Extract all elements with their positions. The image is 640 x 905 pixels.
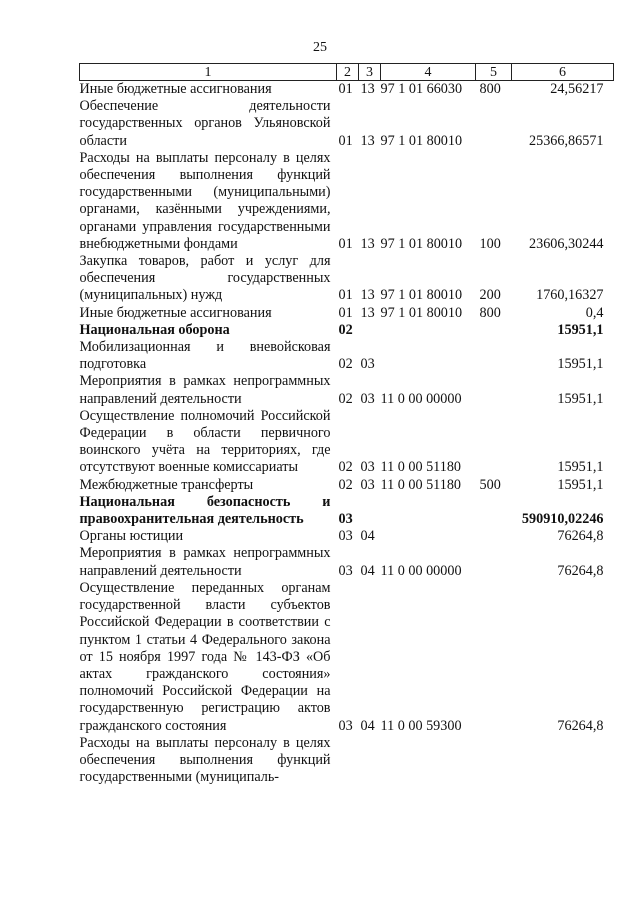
row-expense-type-code bbox=[476, 528, 512, 545]
table-row bbox=[80, 150, 614, 253]
row-target-article-code bbox=[381, 735, 476, 787]
row-section-code: 01 bbox=[338, 132, 353, 149]
table-row bbox=[80, 322, 614, 339]
row-amount: 1760,16327 bbox=[536, 287, 604, 304]
row-subsection-code: 03 bbox=[360, 390, 375, 407]
row-name: Мобилизационная и вневойсковая подготовка bbox=[79, 339, 331, 373]
table-row bbox=[80, 81, 614, 99]
header-col-5: 5 bbox=[476, 64, 512, 81]
row-subsection-code: 13 bbox=[360, 235, 375, 252]
row-name: Органы юстиции bbox=[79, 528, 184, 545]
row-section-code: 02 bbox=[338, 356, 353, 373]
row-subsection-code: 13 bbox=[360, 287, 375, 304]
row-expense-type-code: 800 bbox=[479, 304, 501, 321]
row-section-code: 01 bbox=[338, 235, 353, 252]
row-amount: 590910,02246 bbox=[521, 511, 604, 528]
row-expense-type-code bbox=[476, 580, 512, 735]
row-amount: 15951,1 bbox=[557, 321, 604, 338]
row-target-article-code: 11 0 00 00000 bbox=[380, 390, 462, 407]
table-row bbox=[80, 339, 614, 373]
row-target-article-code: 97 1 01 80010 bbox=[380, 235, 463, 252]
page-number: 25 bbox=[313, 40, 327, 55]
row-section-code: 01 bbox=[338, 287, 353, 304]
header-col-2: 2 bbox=[337, 64, 359, 81]
row-amount: 24,56217 bbox=[550, 81, 604, 97]
row-name: Обеспечение деятельности государственных органов Ульяновской области bbox=[79, 98, 331, 149]
row-target-article-code bbox=[381, 494, 476, 528]
row-target-article-code: 97 1 01 80010 bbox=[380, 304, 463, 321]
row-name: Мероприятия в рамках непрограммных направлений деятельности bbox=[79, 545, 331, 579]
row-name: Расходы на выплаты персоналу в целях обеспечения выполнения функций государственными (муниципальными) органами, казёнными учреждениями, органами управления государственными внебюджетными фондами bbox=[79, 149, 331, 252]
row-amount: 76264,8 bbox=[557, 717, 604, 734]
row-target-article-code: 11 0 00 51180 bbox=[380, 476, 462, 493]
row-section-code: 02 bbox=[338, 321, 353, 338]
row-amount: 15951,1 bbox=[557, 476, 604, 493]
row-amount: 15951,1 bbox=[557, 390, 604, 407]
table-row bbox=[80, 545, 614, 579]
row-name: Мероприятия в рамках непрограммных направлений деятельности bbox=[79, 373, 331, 407]
header-col-6: 6 bbox=[512, 64, 614, 81]
row-subsection-code bbox=[359, 322, 381, 339]
row-expense-type-code bbox=[476, 494, 512, 528]
row-expense-type-code: 100 bbox=[479, 235, 501, 252]
row-subsection-code bbox=[359, 735, 381, 787]
row-target-article-code: 97 1 01 66030 bbox=[380, 81, 463, 97]
row-section-code: 01 bbox=[338, 81, 353, 97]
row-section-code: 02 bbox=[338, 476, 353, 493]
row-subsection-code: 03 bbox=[360, 356, 375, 373]
table-row bbox=[80, 253, 614, 305]
row-expense-type-code: 200 bbox=[479, 287, 501, 304]
row-subsection-code: 03 bbox=[360, 459, 375, 476]
row-subsection-code: 04 bbox=[360, 528, 375, 545]
row-name: Иные бюджетные ассигнования bbox=[79, 304, 272, 321]
row-section-code: 03 bbox=[338, 528, 353, 545]
row-section-code: 01 bbox=[338, 304, 353, 321]
row-amount: 15951,1 bbox=[557, 356, 604, 373]
row-expense-type-code bbox=[476, 545, 512, 579]
row-amount: 25366,86571 bbox=[529, 132, 604, 149]
table-row bbox=[80, 373, 614, 407]
row-expense-type-code bbox=[476, 98, 512, 150]
row-target-article-code: 97 1 01 80010 bbox=[380, 132, 463, 149]
row-amount: 15951,1 bbox=[557, 459, 604, 476]
row-name: Осуществление переданных органам государственной власти субъектов Российской Федерации в соответствии с пунктом 1 статьи 4 Федерального закона от 15 ноября 1997 года № 143-ФЗ «Об актах гражданского состояния» полномочий Российской Федерации на государственную регистрацию актов гражданского состояния bbox=[79, 579, 331, 734]
table-row bbox=[80, 408, 614, 477]
table-row bbox=[80, 494, 614, 528]
row-name: Межбюджетные трансферты bbox=[79, 476, 254, 493]
table-row bbox=[80, 735, 614, 787]
row-name: Расходы на выплаты персоналу в целях обеспечения выполнения функций государственными (муниципаль- bbox=[79, 734, 331, 786]
row-target-article-code: 11 0 00 00000 bbox=[380, 562, 462, 579]
header-col-3: 3 bbox=[359, 64, 381, 81]
row-subsection-code: 03 bbox=[360, 476, 375, 493]
row-expense-type-code bbox=[476, 735, 512, 787]
table-row bbox=[80, 580, 614, 735]
row-section-code: 02 bbox=[338, 459, 353, 476]
header-col-1: 1 bbox=[80, 64, 337, 81]
row-expense-type-code bbox=[476, 373, 512, 407]
table-body bbox=[80, 81, 614, 787]
row-name: Национальная оборона bbox=[79, 321, 230, 338]
row-target-article-code: 11 0 00 59300 bbox=[380, 717, 462, 734]
row-expense-type-code bbox=[476, 339, 512, 373]
row-section-code: 03 bbox=[338, 717, 353, 734]
row-target-article-code: 11 0 00 51180 bbox=[380, 459, 462, 476]
row-amount: 23606,30244 bbox=[529, 235, 604, 252]
row-amount: 76264,8 bbox=[557, 562, 604, 579]
row-amount: 76264,8 bbox=[557, 528, 604, 545]
row-subsection-code: 04 bbox=[360, 562, 375, 579]
row-target-article-code bbox=[381, 528, 476, 545]
table-row bbox=[80, 98, 614, 150]
row-expense-type-code: 500 bbox=[479, 476, 501, 493]
row-section-code: 03 bbox=[338, 562, 353, 579]
row-subsection-code: 13 bbox=[360, 304, 375, 321]
table-row bbox=[80, 477, 614, 494]
row-subsection-code: 13 bbox=[360, 132, 375, 149]
row-amount bbox=[512, 735, 614, 787]
row-name: Закупка товаров, работ и услуг для обеспечения государственных (муниципальных) нужд bbox=[79, 253, 331, 304]
row-target-article-code: 97 1 01 80010 bbox=[380, 287, 463, 304]
row-section-code: 03 bbox=[338, 511, 353, 528]
row-name: Осуществление полномочий Российской Федерации в области первичного воинского учёта на территориях, где отсутствуют военные комиссариаты bbox=[79, 407, 331, 476]
budget-table bbox=[79, 63, 614, 786]
row-name: Национальная безопасность и правоохранительная деятельность bbox=[79, 493, 331, 528]
row-subsection-code: 13 bbox=[360, 81, 375, 97]
row-target-article-code bbox=[381, 339, 476, 373]
row-amount: 0,4 bbox=[585, 304, 604, 321]
row-expense-type-code: 800 bbox=[479, 81, 501, 97]
row-subsection-code: 04 bbox=[360, 717, 375, 734]
row-expense-type-code bbox=[476, 408, 512, 477]
table-row bbox=[80, 305, 614, 322]
table-header bbox=[80, 64, 614, 81]
row-section-code: 02 bbox=[338, 390, 353, 407]
row-subsection-code bbox=[359, 494, 381, 528]
row-section-code bbox=[337, 735, 359, 787]
header-col-4: 4 bbox=[381, 64, 476, 81]
row-expense-type-code bbox=[476, 322, 512, 339]
table-row bbox=[80, 528, 614, 545]
row-name: Иные бюджетные ассигнования bbox=[79, 81, 272, 97]
row-target-article-code bbox=[381, 322, 476, 339]
